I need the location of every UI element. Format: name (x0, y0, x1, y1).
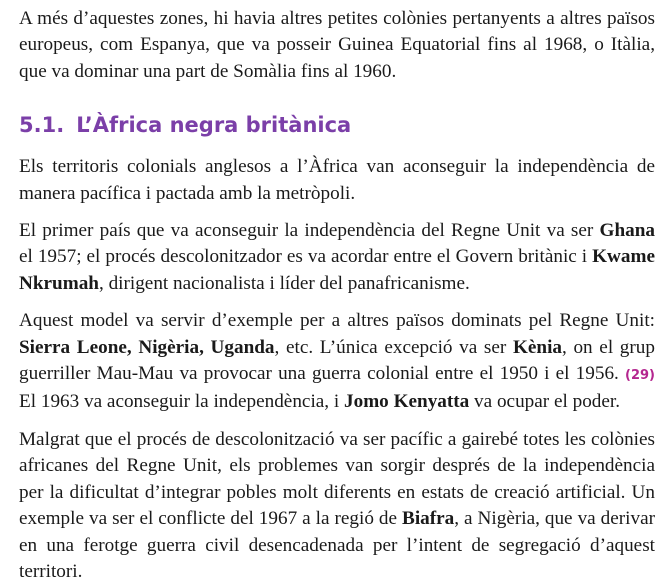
paragraph-1 (19, 154, 655, 207)
document-page (19, 6, 655, 585)
bold-biafra: Biafra (402, 508, 455, 530)
paragraph-1-text: Els territoris colonials anglesos a l’Àfrica van aconseguir la independència de manera pacífica i pactada amb la metròpoli. (19, 156, 655, 204)
figure-reference-link[interactable]: (29) (625, 368, 655, 384)
bold-countries: Sierra Leone, Nigèria, Uganda (19, 336, 275, 358)
p3-text-1: Aquest model va servir d’exemple per a altres països dominats pel Regne Unit: (19, 310, 655, 332)
paragraph-4 (19, 427, 655, 585)
bold-ghana: Ghana (599, 220, 655, 242)
paragraph-2 (19, 218, 655, 297)
bold-kenia: Kènia (512, 336, 563, 358)
p2-text-3: , dirigent nacionalista i líder del panafricanisme. (98, 272, 470, 294)
intro-paragraph (19, 6, 655, 85)
bold-jomo-kenyatta: Jomo Kenyatta (344, 391, 470, 413)
p3-text-5: va ocupar el poder. (469, 391, 621, 413)
paragraph-3 (19, 308, 655, 416)
section-heading (19, 112, 655, 138)
p2-text-2: el 1957; el procés descolonitzador es va acordar entre el Govern britànic i (19, 246, 593, 268)
bold-kwame-nkrumah: Kwame Nkrumah (19, 246, 655, 294)
section-number: 5.1. (19, 113, 65, 138)
p2-text-1: El primer país que va aconseguir la independència del Regne Unit va ser (19, 220, 600, 242)
p3-text-2: , etc. L’única excepció va ser (274, 336, 513, 358)
section-title: L’Àfrica negra britànica (76, 113, 352, 138)
p4-text-1: Malgrat que el procés de descolonització va ser pacífic a gairebé totes les colònies africanes del Regne Unit, els problemes van sorgir després de la independència per la dificultat d’integrar pobles molt diferents en estats de creació artificial. Un exemple va ser el conflicte del 1967 a la regió de (19, 428, 655, 530)
p3-text-4: El 1963 va aconseguir la independència, i (19, 391, 345, 413)
p4-text-2: , a Nigèria, que va derivar en una ferotge guerra civil desencadenada per l’intent de segregació d’aquest territori. (19, 508, 655, 582)
p3-text-3: , on el grup guerriller Mau-Mau va provocar una guerra colonial entre el 1950 i el 1956. (19, 336, 655, 385)
intro-text: A més d’aquestes zones, hi havia altres petites colònies pertanyents a altres països europeus, com Espanya, que va posseir Guinea Equatorial fins al 1968, o Itàlia, que va dominar una part de Somàlia fins al 1960. (19, 8, 655, 82)
